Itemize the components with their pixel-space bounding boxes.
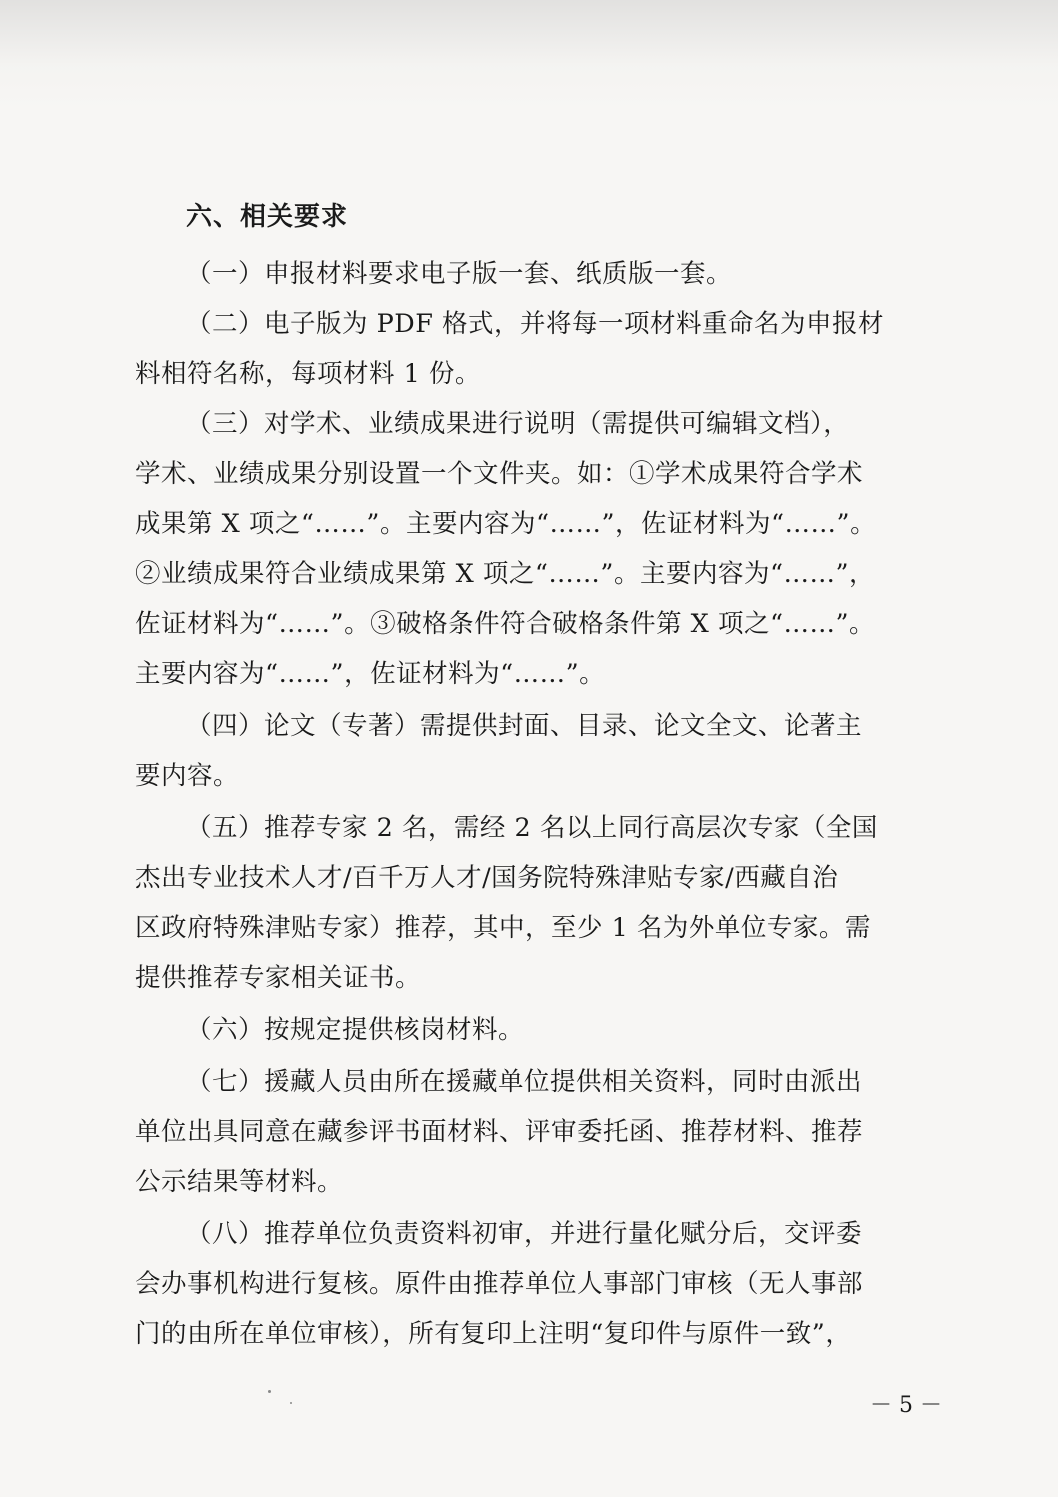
scan-shadow [0,0,1058,110]
paragraph-line: （八）推荐单位负责资料初审，并进行量化赋分后，交评委 [186,1219,863,1249]
page-number: － 5 － [870,1393,942,1418]
paragraph-line: 区政府特殊津贴专家）推荐，其中，至少 1 名为外单位专家。需 [135,913,871,943]
paragraph-line: （四）论文（专著）需提供封面、目录、论文全文、论著主 [186,711,863,741]
paragraph-line: 主要内容为“……”，佐证材料为“……”。 [135,659,606,689]
paragraph-line: 成果第 X 项之“……”。主要内容为“……”，佐证材料为“……”。 [135,509,877,539]
paragraph-line: （五）推荐专家 2 名，需经 2 名以上同行高层次专家（全国 [186,813,878,843]
paragraph-line: 料相符名称，每项材料 1 份。 [135,359,481,389]
paragraph-line: 学术、业绩成果分别设置一个文件夹。如：①学术成果符合学术 [135,459,864,489]
paragraph-line: 佐证材料为“……”。③破格条件符合破格条件第 X 项之“……”。 [135,609,876,639]
paragraph-line: （二）电子版为 PDF 格式，并将每一项材料重命名为申报材 [186,309,885,339]
scan-speck [268,1390,271,1393]
paragraph-line: 门的由所在单位审核），所有复印上注明“复印件与原件一致”， [135,1319,852,1349]
paragraph-line: ②业绩成果符合业绩成果第 X 项之“……”。主要内容为“……”， [135,559,876,589]
paragraph-line: 公示结果等材料。 [135,1167,344,1197]
paragraph-line: 会办事机构进行复核。原件由推荐单位人事部门审核（无人事部 [135,1269,864,1299]
section-heading: 六、相关要求 [186,202,349,232]
paragraph-line: 提供推荐专家相关证书。 [135,963,422,993]
paragraph-line: （三）对学术、业绩成果进行说明（需提供可编辑文档）， [186,409,850,439]
paragraph-line: （七）援藏人员由所在援藏单位提供相关资料，同时由派出 [186,1067,863,1097]
scan-speck [290,1402,292,1404]
paragraph-line: （六）按规定提供核岗材料。 [186,1015,525,1045]
paragraph-line: 要内容。 [135,761,240,791]
paragraph-line: （一）申报材料要求电子版一套、纸质版一套。 [186,259,733,289]
paragraph-line: 单位出具同意在藏参评书面材料、评审委托函、推荐材料、推荐 [135,1117,864,1147]
paragraph-line: 杰出专业技术人才/百千万人才/国务院特殊津贴专家/西藏自治 [135,863,839,893]
